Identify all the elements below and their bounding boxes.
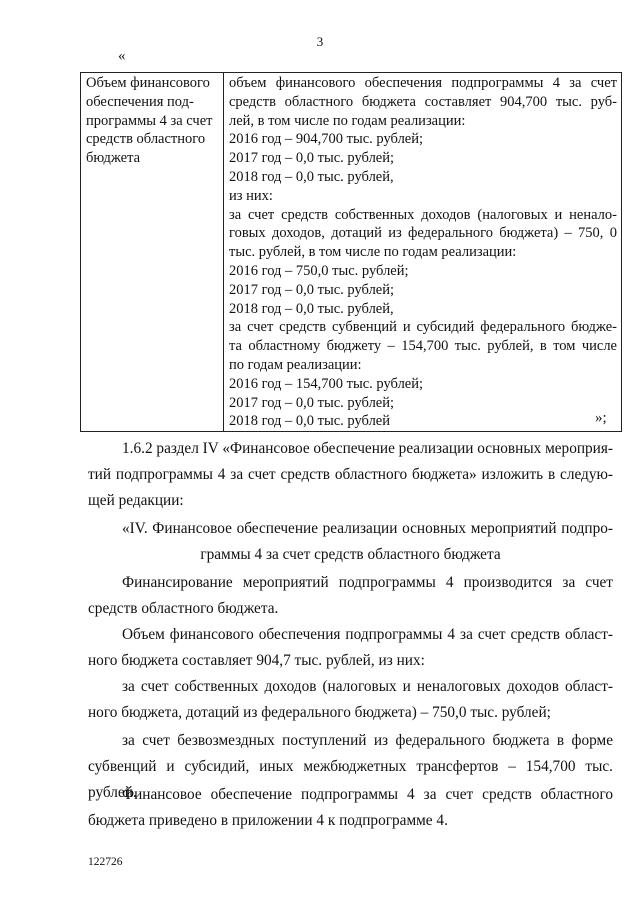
value-line: 2018 год – 0,0 тыс. рублей, (229, 168, 394, 185)
document-code: 122726 (88, 856, 123, 868)
value-line: 2016 год – 904,700 тыс. рублей; (229, 131, 424, 148)
heading-line: «IV. Финансовое обеспечение реализации основных мероприятий подпро- (122, 520, 613, 537)
value-line: 2017 год – 0,0 тыс. рублей; (229, 394, 395, 411)
label-line: программы 4 за счет (86, 112, 213, 129)
text-line: тий подпрограммы 4 за счет средств областного бюджета» изложить в следую- (88, 466, 613, 483)
text-line: за счет собственных доходов (налоговых и неналоговых доходов област- (122, 678, 613, 695)
text-line: Объем финансового обеспечения подпрограммы 4 за счет средств област- (122, 626, 613, 643)
section-heading (88, 516, 613, 568)
value-line: тыс. рублей, в том числе по годам реализации: (229, 244, 517, 261)
text-line: субвенций и субсидий, иных межбюджетных трансфертов – 154,700 тыс. рублей. (88, 758, 613, 801)
own-revenue-paragraph (88, 674, 613, 726)
text-line: 1.6.2 раздел IV «Финансовое обеспечение реализации основных мероприя- (122, 440, 613, 457)
value-line: 2016 год – 750,0 тыс. рублей; (229, 262, 409, 279)
label-line: средств областного (86, 131, 206, 148)
label-line: Объем финансового (86, 75, 210, 91)
text-line: за счет безвозмездных поступлений из федерального бюджета в форме (122, 732, 613, 749)
heading-line: граммы 4 за счет средств областного бюджета (200, 546, 501, 563)
label-line: бюджета (86, 150, 141, 167)
text-line: средств областного бюджета. (88, 600, 279, 617)
text-line: ного бюджета составляет 904,7 тыс. рублей, из них: (88, 652, 425, 669)
value-line: средств областного бюджета составляет 904,700 тыс. руб- (229, 93, 617, 110)
value-line: объем финансового обеспечения подпрограммы 4 за счет (229, 75, 617, 91)
value-line: та областному бюджету – 154,700 тыс. рублей, в том числе (229, 338, 617, 355)
passport-table (80, 72, 622, 432)
value-line: 2018 год – 0,0 тыс. рублей (229, 413, 391, 430)
text-line: ного бюджета, дотаций из федерального бюджета) – 750,0 тыс. рублей; (88, 704, 551, 721)
volume-paragraph (88, 622, 613, 674)
value-line: говых доходов, дотаций из федерального бюджета) – 750, 0 (229, 225, 617, 242)
table-row (81, 73, 622, 432)
value-cell (224, 73, 622, 432)
value-line: 2018 год – 0,0 тыс. рублей, (229, 300, 394, 317)
text-line: Финансовое обеспечение подпрограммы 4 за счет средств областного (122, 786, 613, 803)
amendment-paragraph (88, 436, 613, 514)
value-line: лей, в том числе по годам реализации: (229, 112, 466, 129)
value-line: 2017 год – 0,0 тыс. рублей; (229, 150, 395, 167)
label-line: обеспечения под- (86, 93, 194, 110)
text-line: щей редакции: (88, 492, 184, 509)
opening-quote: « (118, 48, 126, 64)
appendix-paragraph (88, 782, 613, 834)
text-line: бюджета приведено в приложении 4 к подпрограмме 4. (88, 812, 448, 829)
closing-quote: »; (595, 410, 607, 426)
financing-paragraph (88, 570, 613, 622)
value-line: 2017 год – 0,0 тыс. рублей; (229, 281, 395, 298)
value-line: по годам реализации: (229, 356, 362, 373)
page-number: 3 (316, 34, 324, 49)
label-cell (81, 73, 224, 432)
value-line: 2016 год – 154,700 тыс. рублей; (229, 375, 424, 392)
text-line: Финансирование мероприятий подпрограммы 4 производится за счет (122, 574, 613, 591)
value-line: за счет средств собственных доходов (налоговых и ненало- (229, 206, 617, 223)
value-line: за счет средств субвенций и субсидий федерального бюдже- (229, 319, 617, 336)
value-line: из них: (229, 187, 273, 204)
